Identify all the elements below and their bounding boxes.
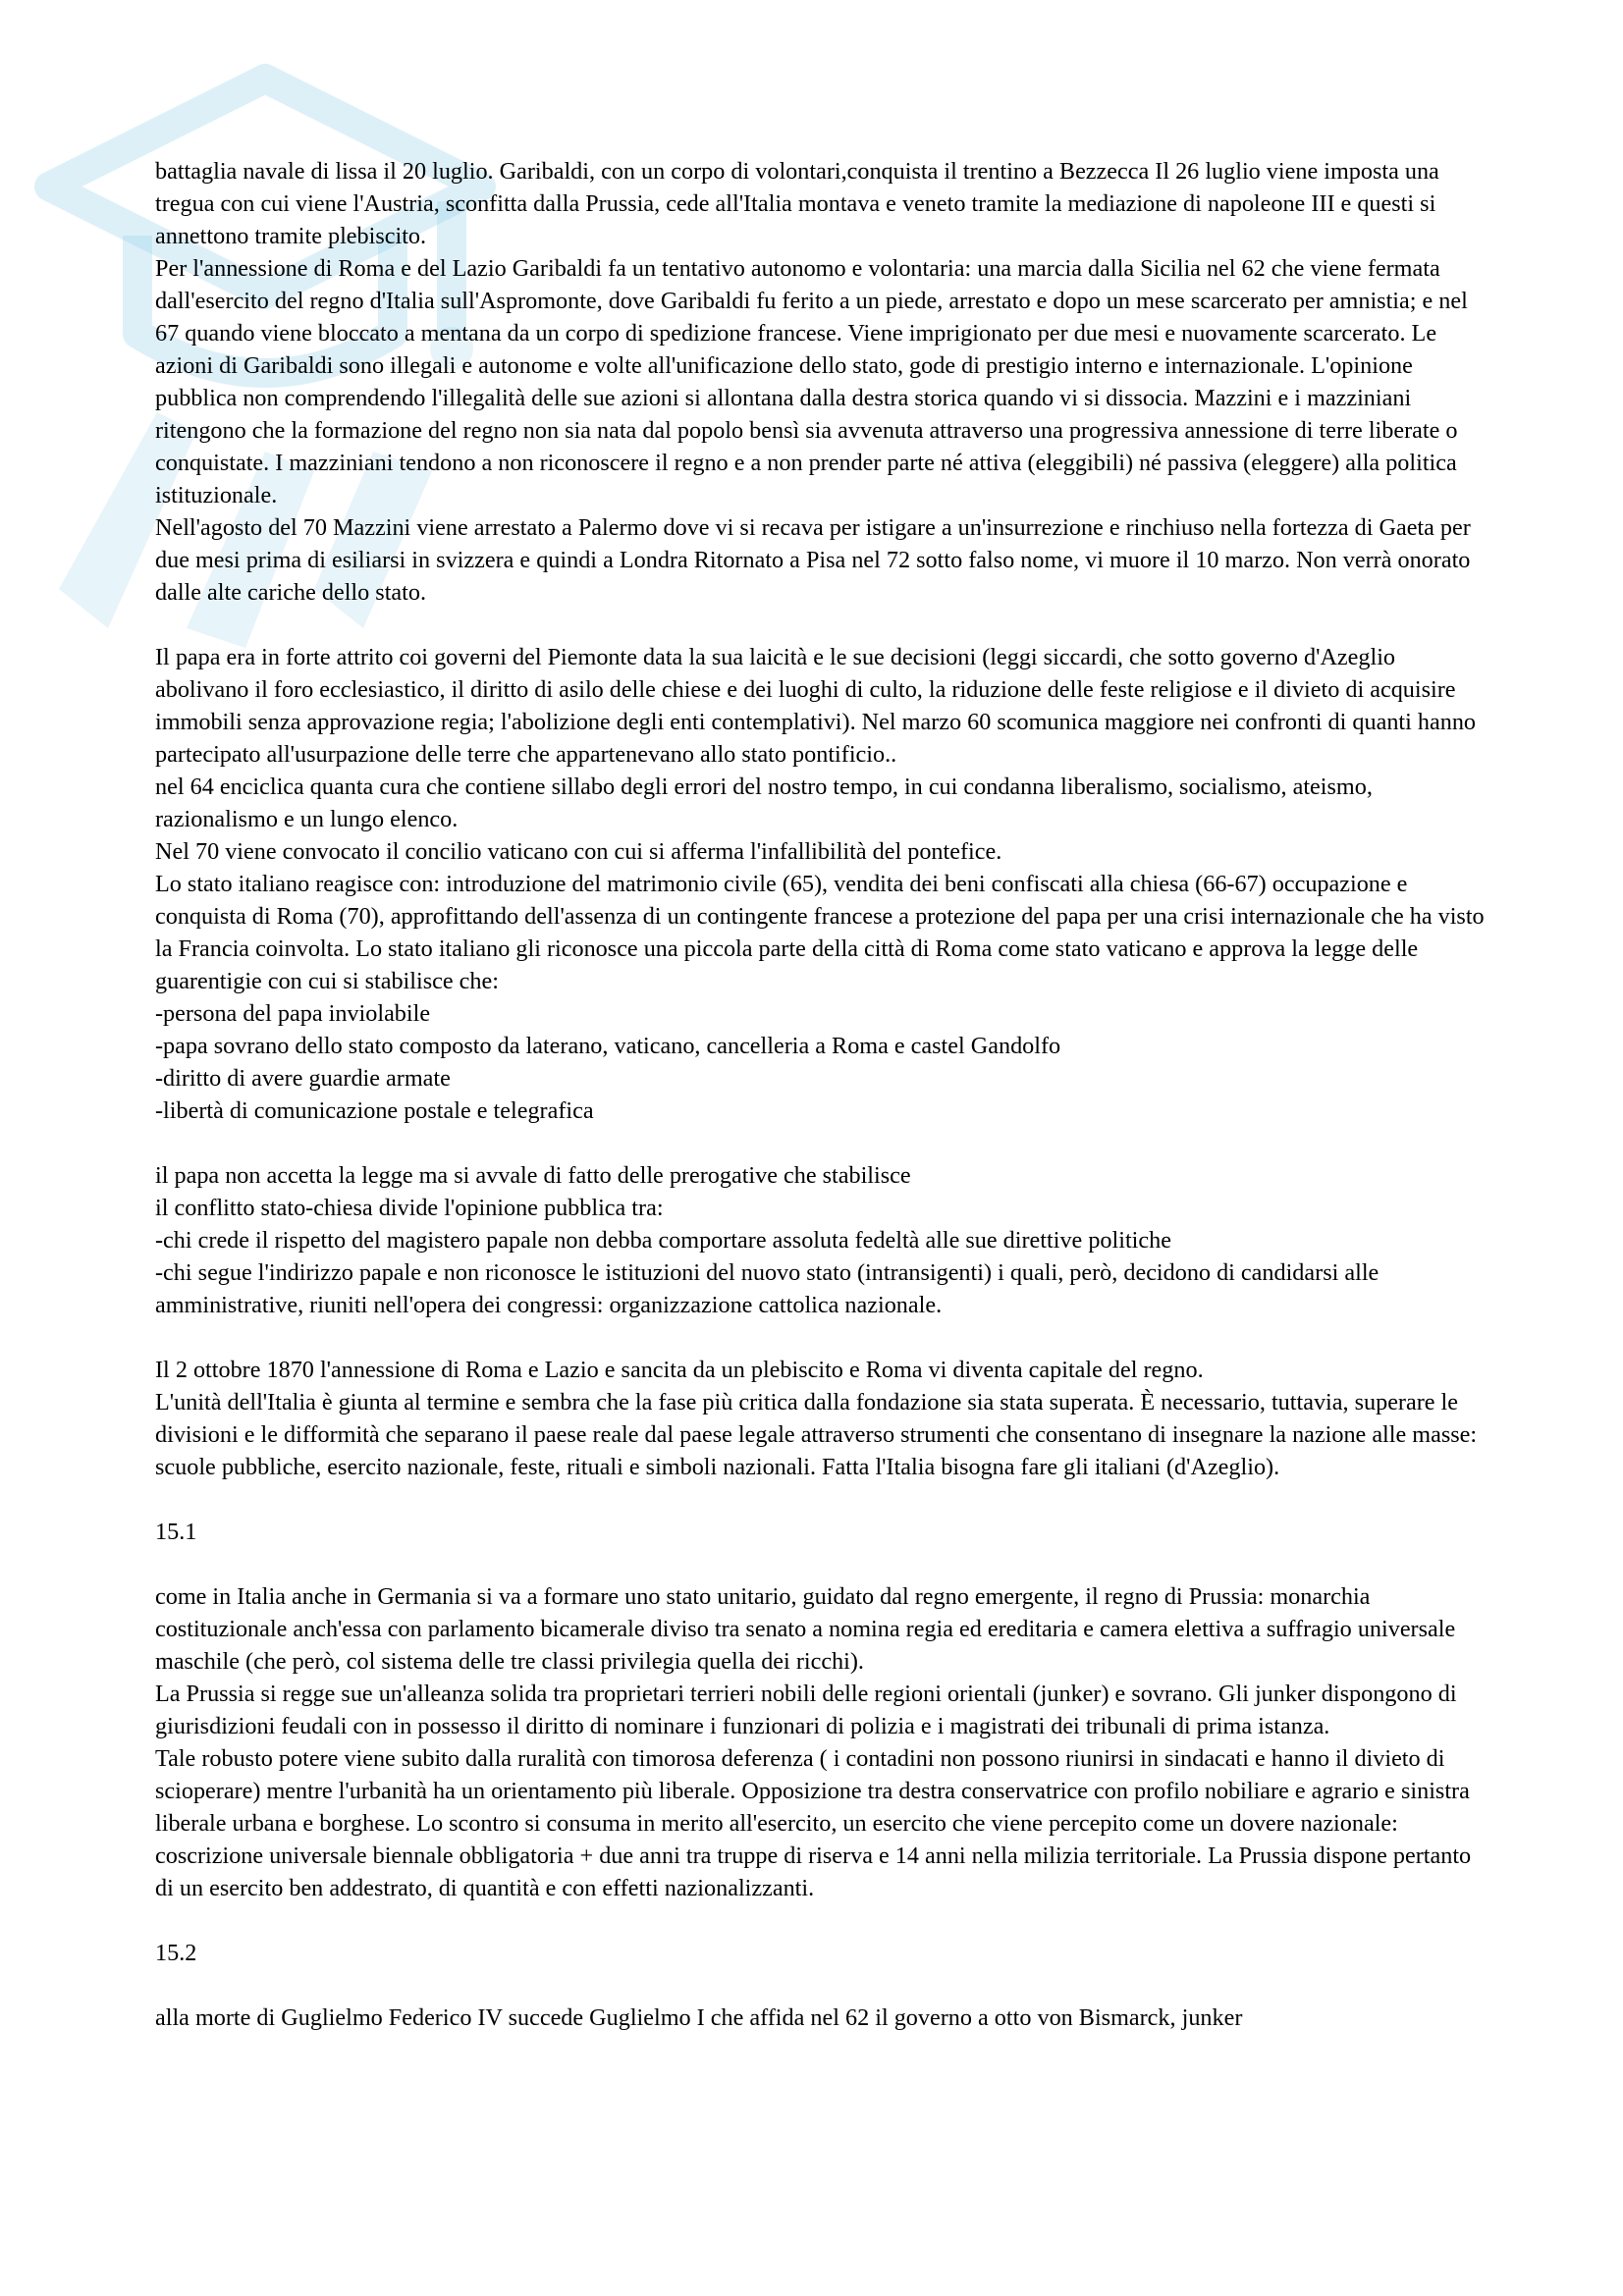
paragraph-gap <box>155 1904 1490 1937</box>
list-item: -diritto di avere guardie armate <box>155 1065 451 1092</box>
paragraph: Il papa era in forte attrito coi governi del Piemonte data la sua laicità e le sue decisioni (leggi siccardi, che sotto governo d'Azeglio abolivano il foro ecclesiastico, il diritto di asilo delle chiese e dei luoghi di culto, la riduzione delle feste religiose e il divieto di acquisire immobili senza approvazione regia; l'abolizione degli enti contemplativi). Nel marzo 60 scomunica maggiore nei confronti di quanti hanno partecipato all'usurpazione delle terre che appartenevano allo stato pontificio.. <box>155 644 1483 768</box>
paragraph: alla morte di Guglielmo Federico IV succede Guglielmo I che affida nel 62 il governo a otto von Bismarck, junker <box>155 2004 1243 2031</box>
paragraph: nel 64 enciclica quanta cura che contiene sillabo degli errori del nostro tempo, in cui condanna liberalismo, socialismo, ateismo, razionalismo e un lungo elenco. <box>155 774 1379 832</box>
paragraph: Nel 70 viene convocato il concilio vaticano con cui si afferma l'infallibilità del pontefice. <box>155 838 1002 865</box>
paragraph-gap <box>155 609 1490 641</box>
paragraph-gap <box>155 1969 1490 2002</box>
paragraph: Tale robusto potere viene subito dalla ruralità con timorosa deferenza ( i contadini non possono riunirsi in sindacati e hanno il divieto di scioperare) mentre l'urbanità ha un orientamento più liberale. Opposizione tra destra conservatrice con profilo nobiliare e agrario e sinistra liberale urbana e borghese. Lo scontro si consuma in merito all'esercito, un esercito che viene percepito come un dovere nazionale: coscrizione universale biennale obbligatoria + due anni tra truppe di riserva e 14 anni nella milizia territoriale. La Prussia dispone pertanto di un esercito ben addestrato, di quantità e con effetti nazionalizzanti. <box>155 1745 1478 1901</box>
section-heading: 15.1 <box>155 1519 197 1545</box>
list-item: -libertà di comunicazione postale e telegrafica <box>155 1097 594 1124</box>
list-item: -papa sovrano dello stato composto da laterano, vaticano, cancelleria a Roma e castel Gandolfo <box>155 1033 1061 1059</box>
paragraph-gap <box>155 1548 1490 1580</box>
paragraph-gap <box>155 1127 1490 1159</box>
paragraph: Lo stato italiano reagisce con: introduzione del matrimonio civile (65), vendita dei beni confiscati alla chiesa (66-67) occupazione e conquista di Roma (70), approfittando dell'assenza di un contingente francese a protezione del papa per una crisi internazionale che ha visto la Francia coinvolta. Lo stato italiano gli riconosce una piccola parte della città di Roma come stato vaticano e approva la legge delle guarentigie con cui si stabilisce che: <box>155 871 1490 994</box>
paragraph-gap <box>155 1483 1490 1516</box>
paragraph: il papa non accetta la legge ma si avvale di fatto delle prerogative che stabilisce <box>155 1162 911 1189</box>
paragraph: come in Italia anche in Germania si va a formare uno stato unitario, guidato dal regno emergente, il regno di Prussia: monarchia costituzionale anch'essa con parlamento bicamerale diviso tra senato a nomina regia ed ereditaria e camera elettiva a suffragio universale maschile (che però, col sistema delle tre classi privilegia quella dei ricchi). <box>155 1583 1462 1675</box>
list-item: -chi segue l'indirizzo papale e non riconosce le istituzioni del nuovo stato (intransigenti) i quali, però, decidono di candidarsi alle amministrative, riuniti nell'opera dei congressi: organizzazione cattolica nazionale. <box>155 1259 1385 1318</box>
paragraph-gap <box>155 1321 1490 1354</box>
paragraph: Il 2 ottobre 1870 l'annessione di Roma e Lazio e sancita da un plebiscito e Roma vi diventa capitale del regno. <box>155 1357 1204 1383</box>
paragraph: Nell'agosto del 70 Mazzini viene arrestato a Palermo dove vi si recava per istigare a un'insurrezione e rinchiuso nella fortezza di Gaeta per due mesi prima di esiliarsi in svizzera e quindi a Londra Ritornato a Pisa nel 72 sotto falso nome, vi muore il 10 marzo. Non verrà onorato dalle alte cariche dello stato. <box>155 514 1477 606</box>
paragraph: La Prussia si regge sue un'alleanza solida tra proprietari terrieri nobili delle regioni orientali (junker) e sovrano. Gli junker dispongono di giurisdizioni feudali con in possesso il diritto di nominare i funzionari di polizia e i magistrati dei tribunali di prima istanza. <box>155 1681 1463 1739</box>
paragraph: il conflitto stato-chiesa divide l'opinione pubblica tra: <box>155 1195 664 1221</box>
list-item: -persona del papa inviolabile <box>155 1000 431 1027</box>
paragraph: battaglia navale di lissa il 20 luglio. Garibaldi, con un corpo di volontari,conquista il trentino a Bezzecca Il 26 luglio viene imposta una tregua con cui viene l'Austria, sconfitta dalla Prussia, cede all'Italia montava e veneto tramite la mediazione di napoleone III e questi si annettono tramite plebiscito. <box>155 158 1445 249</box>
section-heading: 15.2 <box>155 1940 197 1966</box>
paragraph: Per l'annessione di Roma e del Lazio Garibaldi fa un tentativo autonomo e volontaria: una marcia dalla Sicilia nel 62 che viene fermata dall'esercito del regno d'Italia sull'Aspromonte, dove Garibaldi fu ferito a un piede, arrestato e dopo un mese scarcerato per amnistia; e nel 67 quando viene bloccato a mentana da un corpo di spedizione francese. Viene imprigionato per due mesi e nuovamente scarcerato. Le azioni di Garibaldi sono illegali e autonome e volte all'unificazione dello stato, gode di prestigio interno e internazionale. L'opinione pubblica non comprendendo l'illegalità delle sue azioni si allontana dalla destra storica quando vi si dissocia. Mazzini e i mazziniani ritengono che la formazione del regno non sia nata dal popolo bensì sia avvenuta attraverso una progressiva annessione di terre liberate o conquistate. I mazziniani tendono a non riconoscere il regno e a non prender parte né attiva (eleggibili) né passiva (eleggere) alla politica istituzionale. <box>155 255 1474 508</box>
document-page <box>155 155 1490 2034</box>
list-item: -chi crede il rispetto del magistero papale non debba comportare assoluta fedeltà alle sue direttive politiche <box>155 1227 1171 1254</box>
paragraph: L'unità dell'Italia è giunta al termine e sembra che la fase più critica dalla fondazione sia stata superata. È necessario, tuttavia, superare le divisioni e le difformità che separano il paese reale dal paese legale attraverso strumenti che consentano di insegnare la nazione alle masse: scuole pubbliche, esercito nazionale, feste, rituali e simboli nazionali. Fatta l'Italia bisogna fare gli italiani (d'Azeglio). <box>155 1389 1484 1480</box>
